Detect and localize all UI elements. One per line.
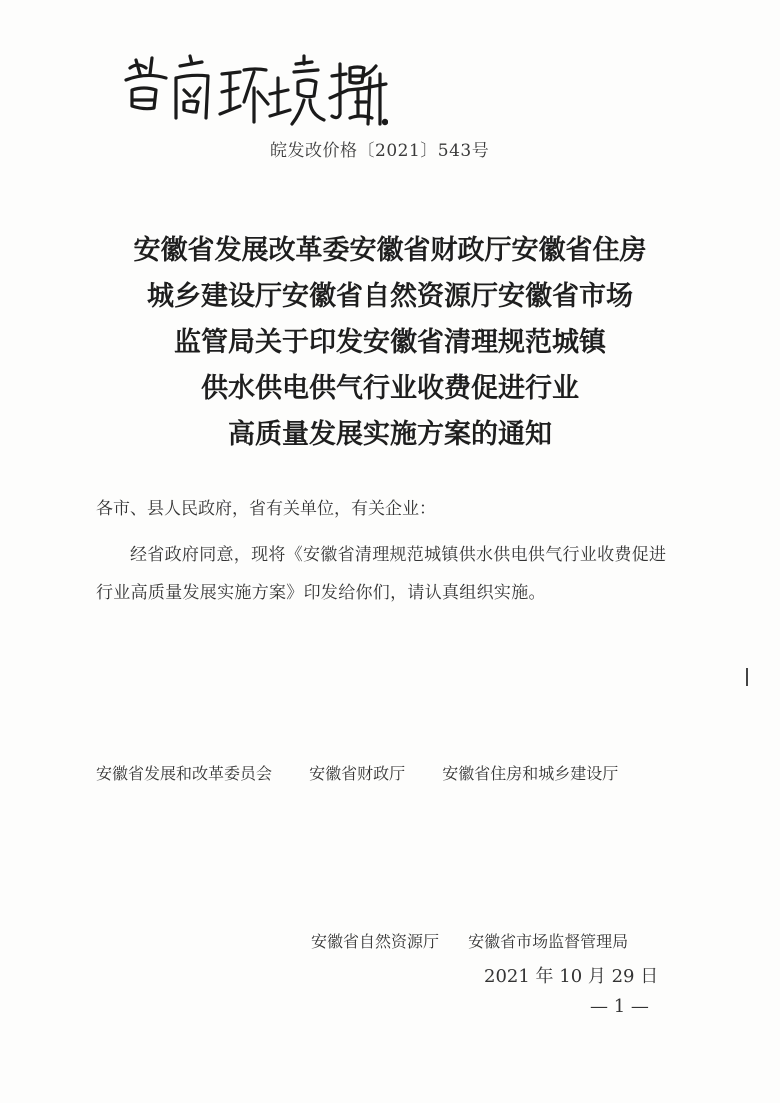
title-line: 监管局关于印发安徽省清理规范城镇 <box>174 327 606 358</box>
signer: 安徽省自然资源厅 <box>311 932 440 951</box>
title-line: 安徽省发展改革委安徽省财政厅安徽省住房 <box>133 235 647 266</box>
body-paragraph: 经省政府同意，现将《安徽省清理规范城镇供水供电供气行业收费促进行业高质量发展实施方案》印发给你们，请认真组织实施。 <box>96 545 667 603</box>
signer: 安徽省财政厅 <box>309 764 406 783</box>
title-line: 高质量发展实施方案的通知 <box>228 419 552 450</box>
page-number: — 1 — <box>590 996 649 1017</box>
document-number: 皖发改价格〔2021〕543号 <box>270 141 490 161</box>
signer: 安徽省发展和改革委员会 <box>96 764 273 783</box>
issue-date: 2021 年 10 月 29 日 <box>484 966 659 987</box>
handwritten-annotation <box>118 38 388 133</box>
salutation: 各市、县人民政府，省有关单位，有关企业： <box>96 499 436 519</box>
signers-row <box>311 929 628 952</box>
scan-artifact <box>746 668 748 686</box>
signers-row <box>96 761 686 784</box>
document-title <box>100 228 680 458</box>
title-line: 城乡建设厅安徽省自然资源厅安徽省市场 <box>147 281 633 312</box>
signer: 安徽省市场监督管理局 <box>468 932 629 951</box>
title-line: 供水供电供气行业收费促进行业 <box>201 373 579 404</box>
signer: 安徽省住房和城乡建设厅 <box>442 764 619 783</box>
